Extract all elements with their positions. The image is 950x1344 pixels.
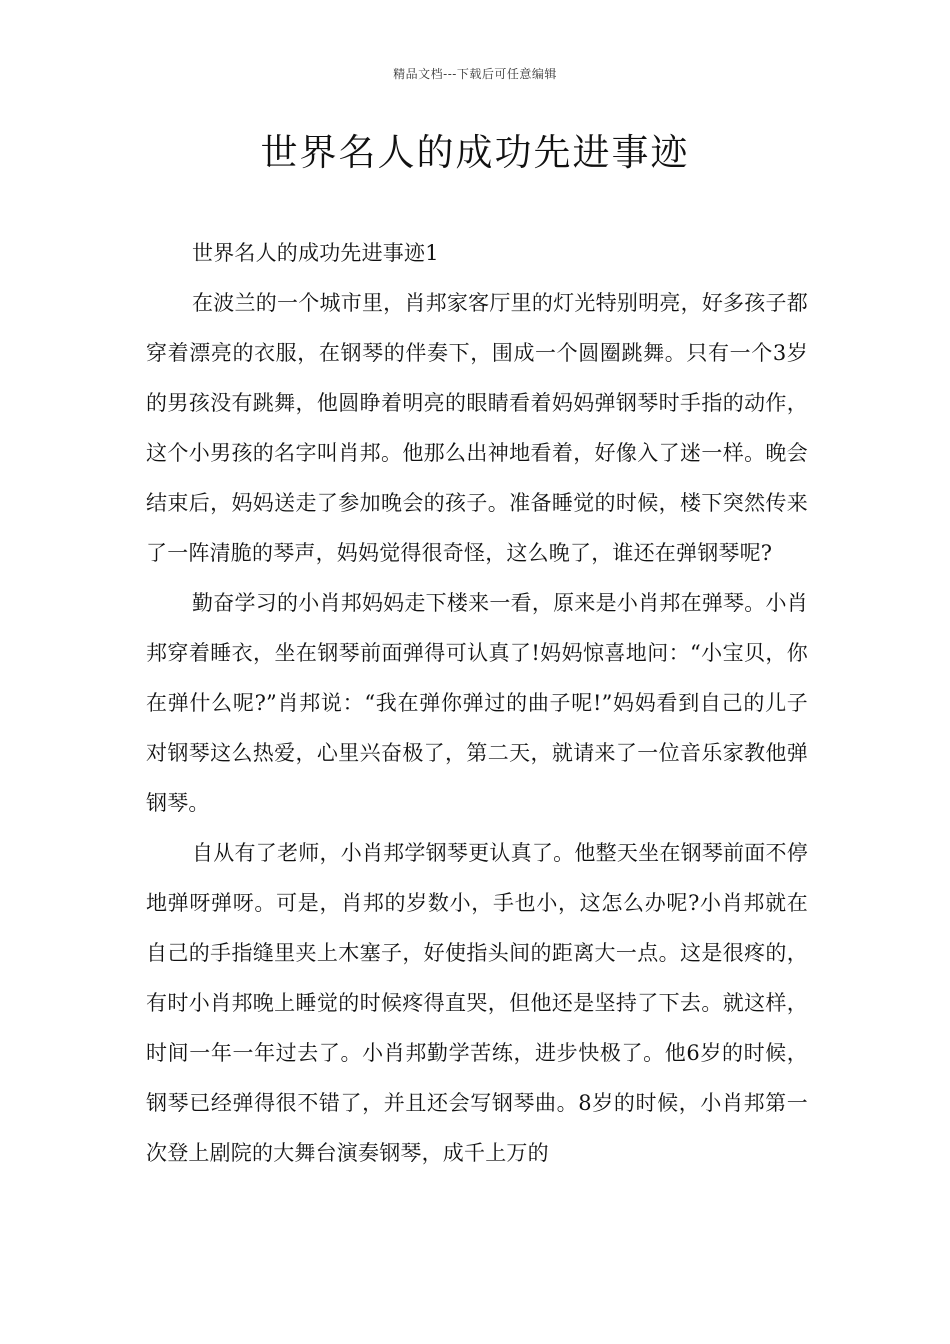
section-heading: 世界名人的成功先进事迹1 <box>192 241 439 265</box>
paragraph: 在波兰的一个城市里，肖邦家客厅里的灯光特别明亮，好多孩子都穿着漂亮的衣服，在钢琴的伴奏下，围成一个圆圈跳舞。只有一个3岁的男孩没有跳舞，他圆睁着明亮的眼睛看着妈妈弹钢琴时手指的动作，这个小男孩的名字叫肖邦。他那么出神地看着，好像入了迷一样。晚会结束后，妈妈送走了参加晚会的孩子。准备睡觉的时候，楼下突然传来了一阵清脆的琴声，妈妈觉得很奇怪，这么晚了，谁还在弹钢琴呢? <box>146 291 808 565</box>
document-body <box>146 228 808 1178</box>
document-title: 世界名人的成功先进事迹 <box>260 131 690 174</box>
paragraph: 勤奋学习的小肖邦妈妈走下楼来一看，原来是小肖邦在弹琴。小肖邦穿着睡衣，坐在钢琴前面弹得可认真了!妈妈惊喜地问：“小宝贝，你在弹什么呢?”肖邦说：“我在弹你弹过的曲子呢!”妈妈看到自己的儿子对钢琴这么热爱，心里兴奋极了，第二天，就请来了一位音乐家教他弹钢琴。 <box>146 591 808 815</box>
header-note: 精品文档---下载后可任意编辑 <box>393 67 557 81</box>
paragraph: 自从有了老师，小肖邦学钢琴更认真了。他整天坐在钢琴前面不停地弹呀弹呀。可是，肖邦的岁数小，手也小，这怎么办呢?小肖邦就在自己的手指缝里夹上木塞子，好使指头间的距离大一点。这是很疼的，有时小肖邦晚上睡觉的时候疼得直哭，但他还是坚持了下去。就这样，时间一年一年过去了。小肖邦勤学苦练，进步快极了。他6岁的时候，钢琴已经弹得很不错了，并且还会写钢琴曲。8岁的时候，小肖邦第一次登上剧院的大舞台演奏钢琴，成千上万的 <box>146 841 808 1165</box>
